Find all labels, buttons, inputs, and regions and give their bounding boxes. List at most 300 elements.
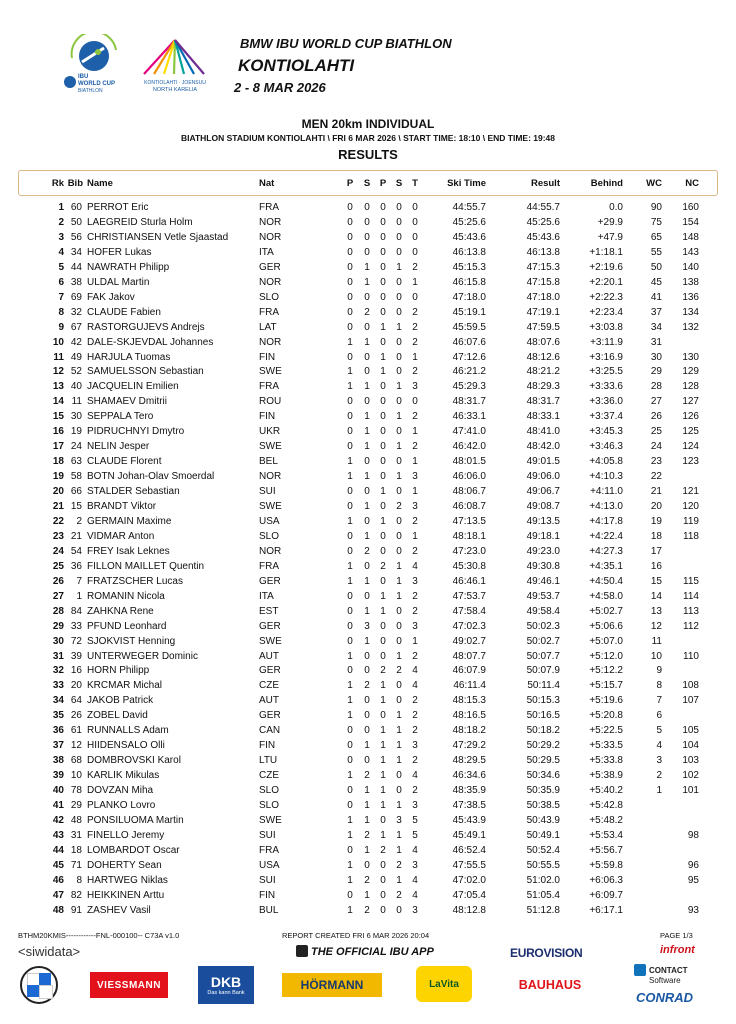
row-nc-points: 120 [682,501,699,512]
dkb-tagline: Das kann Bank [207,990,245,996]
row-bib: 44 [70,261,82,273]
row-rank: 13 [52,381,64,393]
row-nat: FRA [259,381,279,393]
row-ski-time: 48:16.5 [452,710,486,722]
row-bib: 67 [70,321,82,333]
ibu-app-text: THE OFFICIAL IBU APP [311,946,434,958]
row-rank: 32 [52,665,64,677]
row-standing-2: 0 [396,456,402,468]
row-total-misses: 2 [412,710,418,722]
row-prone-2: 1 [380,829,386,841]
row-nat: NOR [259,216,282,228]
row-prone-1: 1 [347,710,353,722]
col-nat: Nat [259,178,275,189]
row-nat: SWE [259,366,282,378]
row-bib: 91 [70,904,82,916]
row-ski-time: 47:58.4 [452,605,486,617]
row-wc-points: 7 [656,695,662,707]
row-ski-time: 48:35.9 [452,785,486,797]
row-ski-time: 45:43.9 [452,814,486,826]
row-standing-1: 2 [364,545,370,557]
row-prone-1: 0 [347,202,353,213]
row-standing-2: 0 [396,351,402,363]
row-ski-time: 46:42.0 [452,441,486,453]
row-rank: 42 [52,814,64,826]
row-result: 49:01.5 [526,456,560,468]
row-name: ZAHKNA Rene [87,605,154,617]
row-bib: 34 [70,246,82,258]
row-prone-1: 1 [347,829,353,841]
row-wc-points: 9 [656,665,662,677]
row-wc-points: 75 [650,216,662,228]
row-bib: 78 [70,785,82,797]
row-standing-1: 1 [364,441,370,453]
row-standing-1: 0 [364,650,370,662]
row-rank: 23 [52,530,64,542]
row-wc-points: 10 [650,650,662,662]
row-name: PLANKO Lovro [87,800,156,811]
row-bib: 36 [70,560,82,572]
row-result: 50:07.9 [526,665,560,677]
row-nat: GER [259,710,281,722]
viessmann-logo: VIESSMANN [90,972,168,998]
row-total-misses: 4 [412,680,418,692]
row-standing-2: 3 [396,814,402,826]
row-prone-1: 1 [347,770,353,782]
row-prone-1: 1 [347,381,353,393]
row-name: RASTORGUJEVS Andrejs [87,321,205,333]
row-nat: AUT [259,650,279,662]
row-rank: 12 [52,366,64,378]
row-nc-points: 101 [682,785,699,797]
row-behind: +6:17.1 [589,904,623,916]
row-prone-2: 0 [380,859,386,871]
row-standing-1: 0 [364,725,370,737]
row-prone-1: 0 [347,605,353,617]
row-prone-2: 2 [380,665,386,677]
row-standing-2: 2 [396,665,402,677]
row-nat: NOR [259,545,282,557]
row-bib: 8 [76,874,82,886]
row-nat: GER [259,575,281,587]
row-prone-2: 0 [380,261,386,273]
col-p1: P [346,178,354,189]
row-nat: FIN [259,740,276,752]
row-rank: 29 [52,620,64,632]
row-behind: +2:19.6 [589,261,623,273]
row-result: 49:18.1 [526,530,560,542]
row-behind: +5:40.2 [589,785,623,797]
row-behind: +5:19.6 [589,695,623,707]
row-total-misses: 3 [412,575,418,587]
row-name: HOFER Lukas [87,246,152,258]
row-bib: 60 [70,202,82,213]
eurovision-logo: EUROVISION [510,946,583,960]
row-standing-2: 0 [396,620,402,632]
row-name: FREY Isak Leknes [87,545,170,557]
row-behind: +3:11.9 [590,336,623,348]
row-name: FRATZSCHER Lucas [87,575,183,587]
row-wc-points: 2 [656,770,662,782]
row-ski-time: 46:52.4 [452,844,486,856]
row-prone-1: 0 [347,276,353,288]
row-standing-2: 1 [396,725,402,737]
row-result: 47:15.8 [526,276,560,288]
row-standing-1: 1 [364,530,370,542]
row-total-misses: 1 [412,276,418,288]
row-prone-1: 1 [347,650,353,662]
row-prone-2: 1 [380,800,386,811]
row-standing-1: 1 [364,889,370,901]
row-rank: 18 [52,456,64,468]
row-nat: SUI [259,829,276,841]
row-bib: 68 [70,755,82,767]
row-result: 48:07.6 [526,336,560,348]
row-behind: +2:22.3 [589,291,623,303]
row-prone-2: 0 [380,396,386,408]
row-ski-time: 45:59.5 [452,321,486,333]
row-standing-2: 0 [396,545,402,557]
row-nat: SWE [259,441,282,453]
row-standing-2: 0 [396,605,402,617]
row-name: SHAMAEV Dmitrii [87,396,168,408]
row-nc-points: 118 [683,530,699,542]
row-ski-time: 47:18.0 [452,291,486,303]
row-result: 50:11.4 [527,680,560,692]
row-prone-2: 0 [380,904,386,916]
row-behind: +5:38.9 [589,770,623,782]
row-bib: 52 [70,366,82,378]
row-nat: ITA [259,246,274,258]
row-wc-points: 23 [650,456,662,468]
row-name: SAMUELSSON Sebastian [87,366,204,378]
row-wc-points: 27 [650,396,662,408]
results-heading: RESULTS [338,147,398,162]
row-nc-points: 130 [682,351,699,363]
row-standing-1: 0 [364,321,370,333]
bauhaus-logo: BAUHAUS [518,978,582,992]
row-behind: +3:36.0 [589,396,623,408]
row-prone-2: 0 [380,246,386,258]
row-behind: +5:53.4 [589,829,623,841]
row-rank: 27 [52,590,64,602]
row-total-misses: 2 [412,321,418,333]
row-prone-2: 0 [380,231,386,243]
row-result: 49:53.7 [526,590,560,602]
row-total-misses: 4 [412,874,418,886]
row-behind: +6:06.3 [589,874,623,886]
row-standing-2: 0 [396,202,402,213]
row-standing-2: 1 [396,800,402,811]
row-behind: +5:07.0 [589,635,623,647]
row-prone-1: 0 [347,620,353,632]
row-standing-1: 3 [364,620,370,632]
row-ski-time: 47:38.5 [452,800,486,811]
row-total-misses: 0 [412,202,418,213]
row-standing-2: 1 [396,829,402,841]
col-p2: P [379,178,387,189]
row-bib: 58 [70,471,82,483]
row-standing-1: 0 [364,291,370,303]
row-standing-1: 2 [364,904,370,916]
col-bib: Bib [67,178,83,189]
siwidata-logo: <siwidata> [18,944,81,959]
row-prone-1: 1 [347,695,353,707]
row-nc-points: 112 [683,620,699,632]
row-prone-2: 1 [380,351,386,363]
row-prone-1: 0 [347,530,353,542]
row-total-misses: 0 [412,246,418,258]
row-nc-points: 126 [682,411,699,423]
row-nat: FRA [259,844,279,856]
bmw-logo [20,966,58,1004]
row-ski-time: 46:21.2 [452,366,486,378]
row-behind: +5:42.8 [589,800,623,811]
row-result: 49:46.1 [526,575,560,587]
row-prone-2: 2 [380,844,386,856]
row-total-misses: 0 [412,291,418,303]
row-standing-1: 1 [364,800,370,811]
row-ski-time: 46:07.9 [452,665,486,677]
row-prone-2: 0 [380,426,386,438]
row-standing-1: 0 [364,560,370,572]
row-wc-points: 45 [650,276,662,288]
row-wc-points: 24 [650,441,662,453]
row-nc-points: 98 [687,829,699,841]
row-total-misses: 1 [412,635,418,647]
row-standing-1: 1 [364,635,370,647]
row-prone-1: 1 [347,575,353,587]
row-rank: 45 [52,859,64,871]
race-details: BIATHLON STADIUM KONTIOLAHTI \ FRI 6 MAR 2026 \ START TIME: 18:10 \ END TIME: 19:48 [180,133,556,143]
row-nat: USA [259,515,280,527]
row-name: PFUND Leonhard [87,620,167,632]
row-nat: NOR [259,231,282,243]
row-prone-2: 0 [380,501,386,512]
row-result: 50:52.4 [526,844,560,856]
row-bib: 49 [70,351,82,363]
row-bib: 16 [70,665,82,677]
row-prone-1: 0 [347,665,353,677]
row-rank: 28 [52,605,64,617]
row-total-misses: 2 [412,515,418,527]
row-nc-points: 93 [687,904,699,916]
row-total-misses: 1 [412,530,418,542]
row-total-misses: 3 [412,904,418,916]
row-rank: 43 [52,829,64,841]
row-bib: 54 [70,545,82,557]
row-ski-time: 48:01.5 [452,456,486,468]
row-total-misses: 0 [412,216,418,228]
row-bib: 69 [70,291,82,303]
row-rank: 36 [52,725,64,737]
row-rank: 41 [52,800,64,811]
row-nc-points: 114 [683,590,699,602]
row-prone-2: 0 [380,814,386,826]
row-total-misses: 2 [412,605,418,617]
row-behind: +5:48.2 [589,814,623,826]
row-standing-2: 1 [396,755,402,767]
row-result: 50:38.5 [526,800,560,811]
row-standing-1: 1 [364,381,370,393]
row-behind: +3:25.5 [589,366,623,378]
row-nat: NOR [259,336,282,348]
row-behind: +4:05.8 [589,456,623,468]
row-result: 48:29.3 [526,381,560,393]
row-rank: 33 [52,680,64,692]
row-bib: 84 [70,605,82,617]
row-nat: FRA [259,306,279,318]
row-name: NAWRATH Philipp [87,261,170,273]
logo-kont-line2: NORTH KARELIA [152,87,198,93]
row-standing-2: 1 [396,740,402,752]
hormann-logo: HÖRMANN [282,973,382,997]
row-ski-time: 45:25.6 [452,216,486,228]
row-result: 50:34.6 [526,770,560,782]
row-prone-1: 0 [347,785,353,797]
contact-icon [634,964,646,976]
row-behind: +5:12.2 [589,665,623,677]
row-nat: SWE [259,501,282,512]
row-standing-2: 0 [396,695,402,707]
row-rank: 1 [58,202,64,213]
row-bib: 21 [70,530,82,542]
row-behind: +1:18.1 [589,246,623,258]
row-name: HIIDENSALO Olli [87,740,165,752]
row-standing-2: 1 [396,560,402,572]
row-nat: SLO [259,800,280,811]
ibu-world-cup-logo [58,34,130,96]
row-name: KARLIK Mikulas [87,770,160,782]
row-nc-points: 113 [683,605,699,617]
row-nat: USA [259,859,280,871]
row-standing-2: 0 [396,486,402,498]
row-nc-points: 104 [682,740,699,752]
row-prone-2: 0 [380,411,386,423]
row-behind: +5:12.0 [589,650,623,662]
row-rank: 46 [52,874,64,886]
row-prone-2: 1 [380,740,386,752]
row-behind: +3:33.6 [589,381,623,393]
row-prone-2: 0 [380,620,386,632]
row-standing-1: 0 [364,246,370,258]
row-bib: 64 [70,695,82,707]
row-total-misses: 2 [412,411,418,423]
row-total-misses: 1 [412,456,418,468]
row-behind: +4:58.0 [589,590,623,602]
row-behind: +29.9 [597,216,623,228]
row-wc-points: 30 [650,351,662,363]
row-ski-time: 46:33.1 [452,411,486,423]
dkb-name: DKB [210,974,242,990]
row-ski-time: 45:15.3 [452,261,486,273]
row-total-misses: 2 [412,650,418,662]
row-name: DOVZAN Miha [87,785,154,797]
row-behind: +5:02.7 [589,605,623,617]
row-nat: FRA [259,202,279,213]
row-nat: SLO [259,291,280,303]
row-behind: +2:23.4 [589,306,623,318]
row-rank: 17 [52,441,64,453]
row-total-misses: 2 [412,306,418,318]
row-prone-2: 0 [380,202,386,213]
row-result: 48:21.2 [526,366,560,378]
row-bib: 26 [70,710,82,722]
row-behind: 0.0 [609,202,623,213]
row-ski-time: 46:15.8 [452,276,486,288]
row-total-misses: 0 [412,231,418,243]
row-total-misses: 4 [412,560,418,572]
row-nat: GER [259,665,281,677]
row-bib: 33 [70,620,82,632]
row-prone-2: 1 [380,590,386,602]
row-nat: NOR [259,276,282,288]
row-standing-2: 1 [396,650,402,662]
row-standing-2: 0 [396,276,402,288]
row-nat: EST [259,605,279,617]
row-prone-2: 0 [380,276,386,288]
row-rank: 21 [52,501,64,512]
row-behind: +4:35.1 [589,560,623,572]
row-wc-points: 25 [650,426,662,438]
row-wc-points: 29 [650,366,662,378]
row-standing-2: 1 [396,590,402,602]
row-nc-points: 132 [682,321,699,333]
row-total-misses: 5 [412,814,418,826]
row-rank: 25 [52,560,64,572]
row-nat: BEL [259,456,278,468]
row-prone-1: 1 [347,366,353,378]
row-rank: 22 [52,515,64,527]
row-ski-time: 47:13.5 [452,515,486,527]
row-prone-1: 0 [347,755,353,767]
row-standing-1: 1 [364,471,370,483]
row-behind: +3:03.8 [589,321,623,333]
row-rank: 7 [58,291,64,303]
row-standing-2: 1 [396,874,402,886]
row-prone-2: 0 [380,441,386,453]
row-behind: +3:45.3 [589,426,623,438]
row-wc-points: 3 [656,755,662,767]
row-result: 50:18.2 [526,725,560,737]
row-rank: 31 [52,650,64,662]
row-name: BOTN Johan-Olav Smoerdal [87,471,215,483]
row-prone-2: 0 [380,874,386,886]
row-standing-2: 2 [396,889,402,901]
bmw-quadrant-icon [39,985,53,999]
row-nc-points: 154 [682,216,699,228]
row-standing-1: 1 [364,276,370,288]
col-nc: NC [685,178,699,189]
row-ski-time: 47:29.2 [452,740,486,752]
row-standing-1: 1 [364,575,370,587]
row-result: 50:15.3 [526,695,560,707]
logo-kont-line1: KONTIOLAHTI · JOENSUU [144,80,206,86]
logo-ibu-line3: BIATHLON [78,88,103,94]
row-behind: +6:09.7 [589,889,623,901]
row-prone-2: 1 [380,321,386,333]
row-result: 49:13.5 [526,515,560,527]
row-standing-1: 0 [364,351,370,363]
row-bib: 12 [70,740,82,752]
row-rank: 38 [52,755,64,767]
row-ski-time: 46:06.0 [452,471,486,483]
row-nc-points: 128 [682,381,699,393]
row-standing-2: 0 [396,785,402,797]
row-name: LOMBARDOT Oscar [87,844,180,856]
row-prone-2: 0 [380,889,386,901]
row-standing-2: 0 [396,366,402,378]
